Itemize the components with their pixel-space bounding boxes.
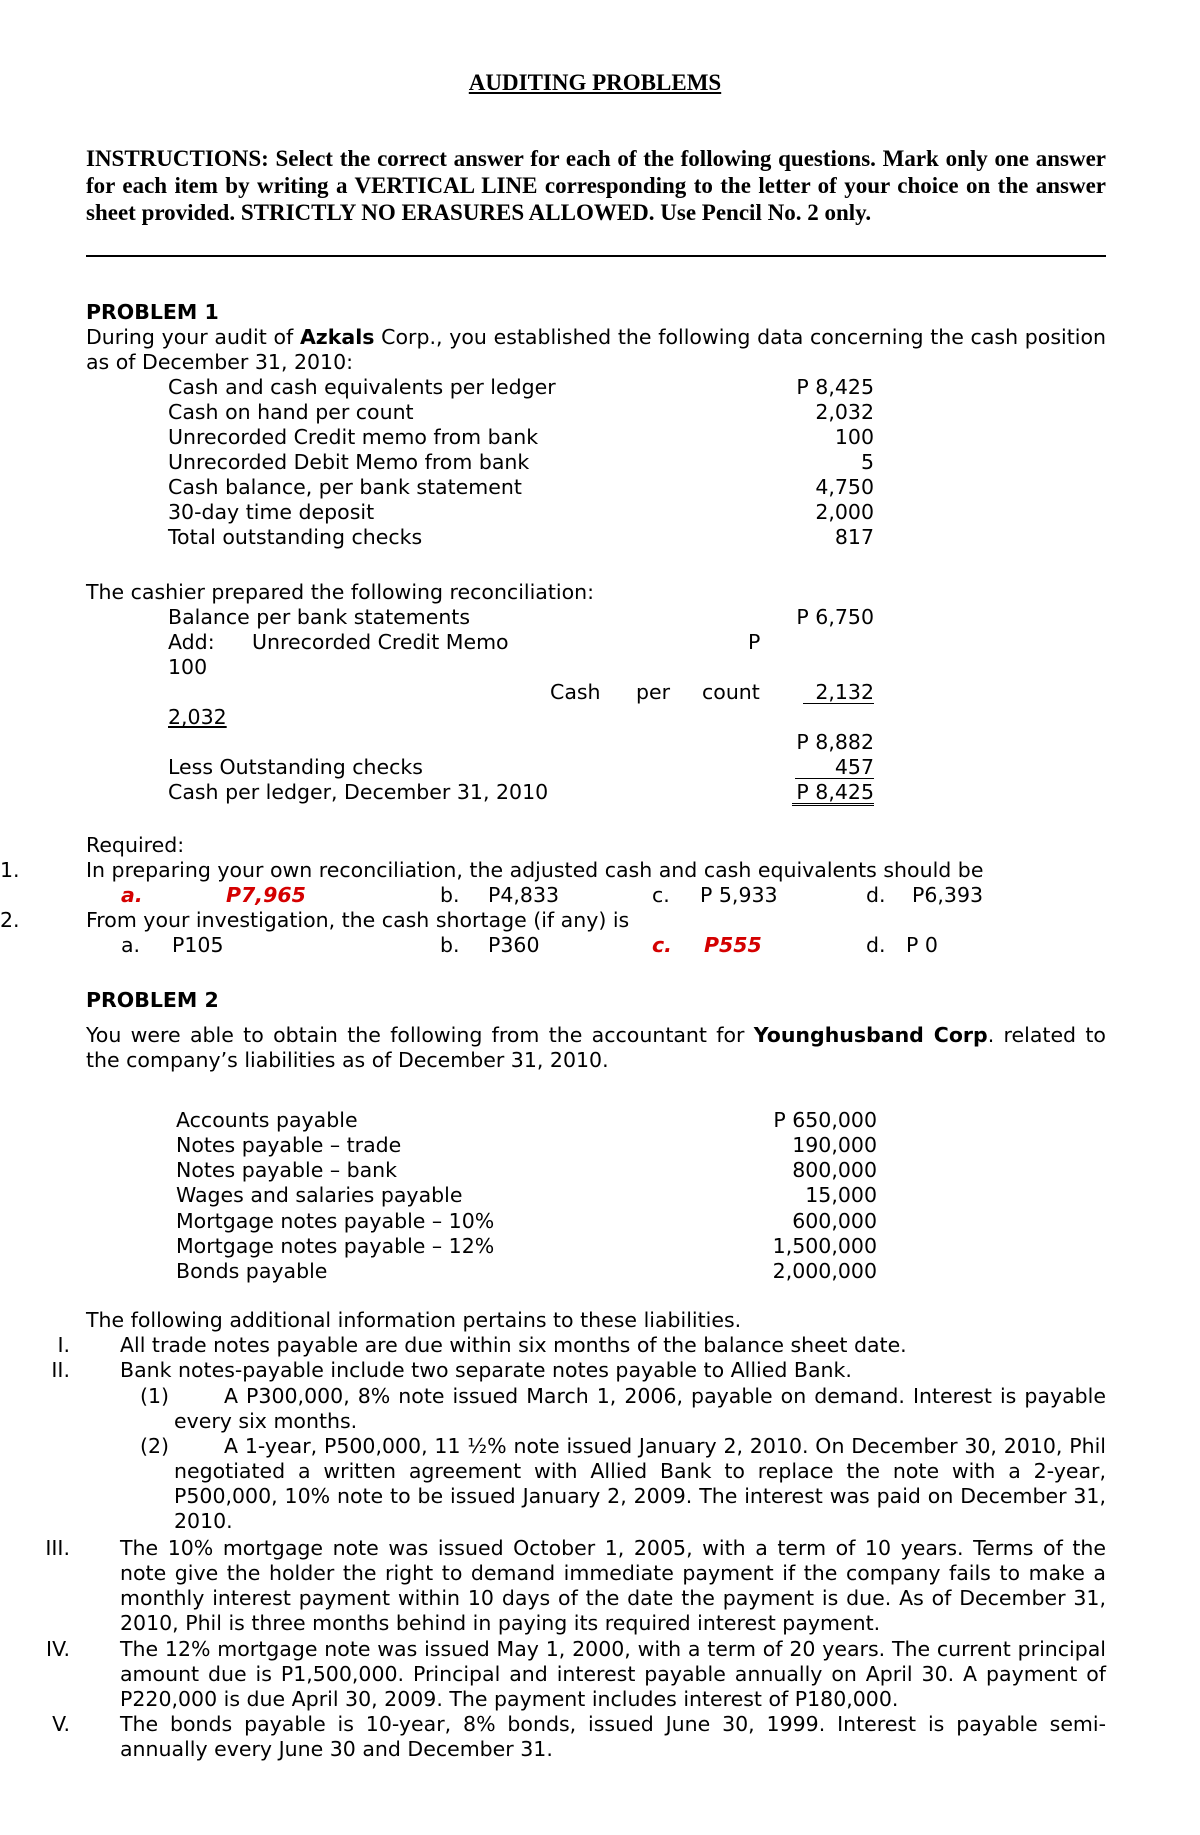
item-text: The bonds payable is 10-year, 8% bonds, issued June 30, 1999. Interest is payable semi-annually every June 30 and December 31. — [120, 1712, 1106, 1761]
choice-letter: d. — [866, 933, 886, 957]
liability-label: Notes payable – trade — [176, 1133, 402, 1157]
question-number: 1. — [0, 858, 20, 882]
data-value: 817 — [834, 525, 874, 549]
question-text: From your investigation, the cash shortage (if any) is — [86, 908, 630, 932]
item-number: II. — [51, 1358, 70, 1382]
item-number: (1) — [140, 1384, 170, 1408]
company-name: Azkals — [299, 325, 375, 349]
item-text: A 1-year, P500,000, 11 ½% note issued January 2, 2010. On December 30, 2010, Phil negotiated a written agreement with Allied Bank to replace the note with a 2-year, P500,000, 10% note to be issued January 2, 2009. The interest was paid on December 31, 2010. — [174, 1434, 1106, 1533]
choice-letter: c. — [652, 933, 672, 957]
liability-label: Mortgage notes payable – 10% — [176, 1209, 495, 1233]
liability-label: Bonds payable — [176, 1259, 328, 1283]
data-value: P 8,425 — [796, 375, 874, 399]
data-value: 100 — [834, 425, 874, 449]
item-number: IV. — [46, 1637, 70, 1661]
choice-value: P4,833 — [488, 883, 560, 907]
intro-text: During your audit of — [86, 325, 300, 349]
recon-label: Add: — [168, 630, 215, 654]
intro-text: . related to the company’s liabilities as of December 31, 2010. — [86, 1023, 1106, 1072]
company-name: Younghusband Corp — [753, 1023, 988, 1047]
liability-label: Accounts payable — [176, 1108, 358, 1132]
recon-intro: The cashier prepared the following reconciliation: — [86, 580, 595, 604]
liability-label: Notes payable – bank — [176, 1158, 398, 1182]
recon-value — [764, 780, 874, 806]
less-value: 457 — [795, 756, 874, 779]
data-value: 2,032 — [815, 400, 874, 424]
recon-value: P 6,750 — [796, 605, 874, 629]
question-text: In preparing your own reconciliation, the adjusted cash and cash equivalents should be — [86, 858, 984, 882]
recon-value: P — [748, 630, 761, 654]
recon-label: Cash per ledger, December 31, 2010 — [168, 780, 549, 804]
recon-value — [764, 755, 874, 780]
liability-value: 2,000,000 — [772, 1259, 877, 1283]
liability-value: P 650,000 — [773, 1108, 877, 1132]
item-number: (2) — [140, 1434, 170, 1458]
liability-value: 1,500,000 — [772, 1234, 877, 1258]
data-label: 30-day time deposit — [168, 500, 375, 524]
choice-value: P6,393 — [912, 883, 984, 907]
liability-value: 15,000 — [805, 1183, 877, 1207]
choice-letter: a. — [121, 883, 143, 907]
liability-value: 800,000 — [792, 1158, 877, 1182]
choice-value: P555 — [704, 933, 762, 957]
choice-letter: c. — [652, 883, 670, 907]
liability-label: Wages and salaries payable — [176, 1183, 463, 1207]
problem-2-heading: PROBLEM 2 — [86, 988, 219, 1012]
intro-text: Corp., you established the following data concerning the cash position as of December 31, 2010: — [86, 325, 1106, 374]
liability-value: 600,000 — [792, 1209, 877, 1233]
item-text: The 12% mortgage note was issued May 1, 2000, with a term of 20 years. The current principal amount due is P1,500,000. Principal and interest payable annually on April 30. A payment of P220,000 is due April 30, 2009. The payment includes interest of P180,000. — [120, 1637, 1106, 1711]
recon-label: Balance per bank statements — [168, 605, 471, 629]
recon-value: P 8,882 — [796, 730, 874, 754]
choice-value: P105 — [172, 933, 224, 957]
question-number: 2. — [0, 908, 20, 932]
item-text: All trade notes payable are due within six months of the balance sheet date. — [120, 1333, 907, 1357]
data-label: Cash and cash equivalents per ledger — [168, 375, 556, 399]
choice-letter: b. — [440, 883, 460, 907]
problem-1-intro — [86, 325, 1106, 375]
data-label: Unrecorded Credit memo from bank — [168, 425, 539, 449]
recon-value — [764, 680, 874, 705]
item-text: Bank notes-payable include two separate notes payable to Allied Bank. — [120, 1358, 852, 1382]
item-number: III. — [45, 1536, 70, 1560]
recon-label: Unrecorded Credit Memo — [252, 630, 509, 654]
recon-label: Cash — [550, 680, 601, 704]
choice-letter: d. — [866, 883, 886, 907]
choice-letter: a. — [121, 933, 141, 957]
liability-label: Mortgage notes payable – 12% — [176, 1234, 495, 1258]
problem-2-intro — [86, 1023, 1106, 1073]
final-value: P 8,425 — [792, 781, 874, 806]
item-text: A P300,000, 8% note issued March 1, 2006, payable on demand. Interest is payable every six months. — [174, 1384, 1106, 1433]
recon-label: per — [636, 680, 671, 704]
data-label: Total outstanding checks — [168, 525, 423, 549]
recon-value: 100 — [168, 655, 208, 679]
recon-value: 2,032 — [168, 705, 227, 729]
instructions: INSTRUCTIONS: Select the correct answer for each of the following questions. Mark only one answer for each item by writing a VERTICAL LINE corresponding to the letter of your choice on the answer sheet provided. STRICTLY NO ERASURES ALLOWED. Use Pencil No. 2 only. — [86, 146, 1106, 225]
page-title: AUDITING PROBLEMS — [468, 70, 722, 95]
intro-text: You were able to obtain the following from the accountant for — [86, 1023, 754, 1047]
data-value: 4,750 — [815, 475, 874, 499]
item-number: V. — [52, 1712, 70, 1736]
divider — [86, 255, 1106, 257]
data-label: Cash on hand per count — [168, 400, 414, 424]
required-label: Required: — [86, 833, 185, 857]
item-number: I. — [57, 1333, 70, 1357]
data-value: 2,000 — [815, 500, 874, 524]
add-total: 2,132 — [803, 681, 874, 704]
data-label: Unrecorded Debit Memo from bank — [168, 450, 530, 474]
problem-1-heading: PROBLEM 1 — [86, 300, 219, 324]
data-label: Cash balance, per bank statement — [168, 475, 522, 499]
choice-letter: b. — [440, 933, 460, 957]
additional-info-intro: The following additional information pertains to these liabilities. — [86, 1308, 742, 1332]
choice-value: P360 — [488, 933, 540, 957]
item-text: The 10% mortgage note was issued October 1, 2005, with a term of 10 years. Terms of the note give the holder the right to demand immediate payment if the company fails to make a monthly interest payment within 10 days of the date the payment is due. As of December 31, 2010, Phil is three months behind in paying its required interest payment. — [120, 1536, 1106, 1635]
data-value: 5 — [860, 450, 874, 474]
choice-value: P 0 — [906, 933, 938, 957]
recon-label: Less Outstanding checks — [168, 755, 423, 779]
recon-label: count — [702, 680, 760, 704]
choice-value: P 5,933 — [700, 883, 778, 907]
choice-value: P7,965 — [226, 883, 306, 907]
liability-value: 190,000 — [792, 1133, 877, 1157]
